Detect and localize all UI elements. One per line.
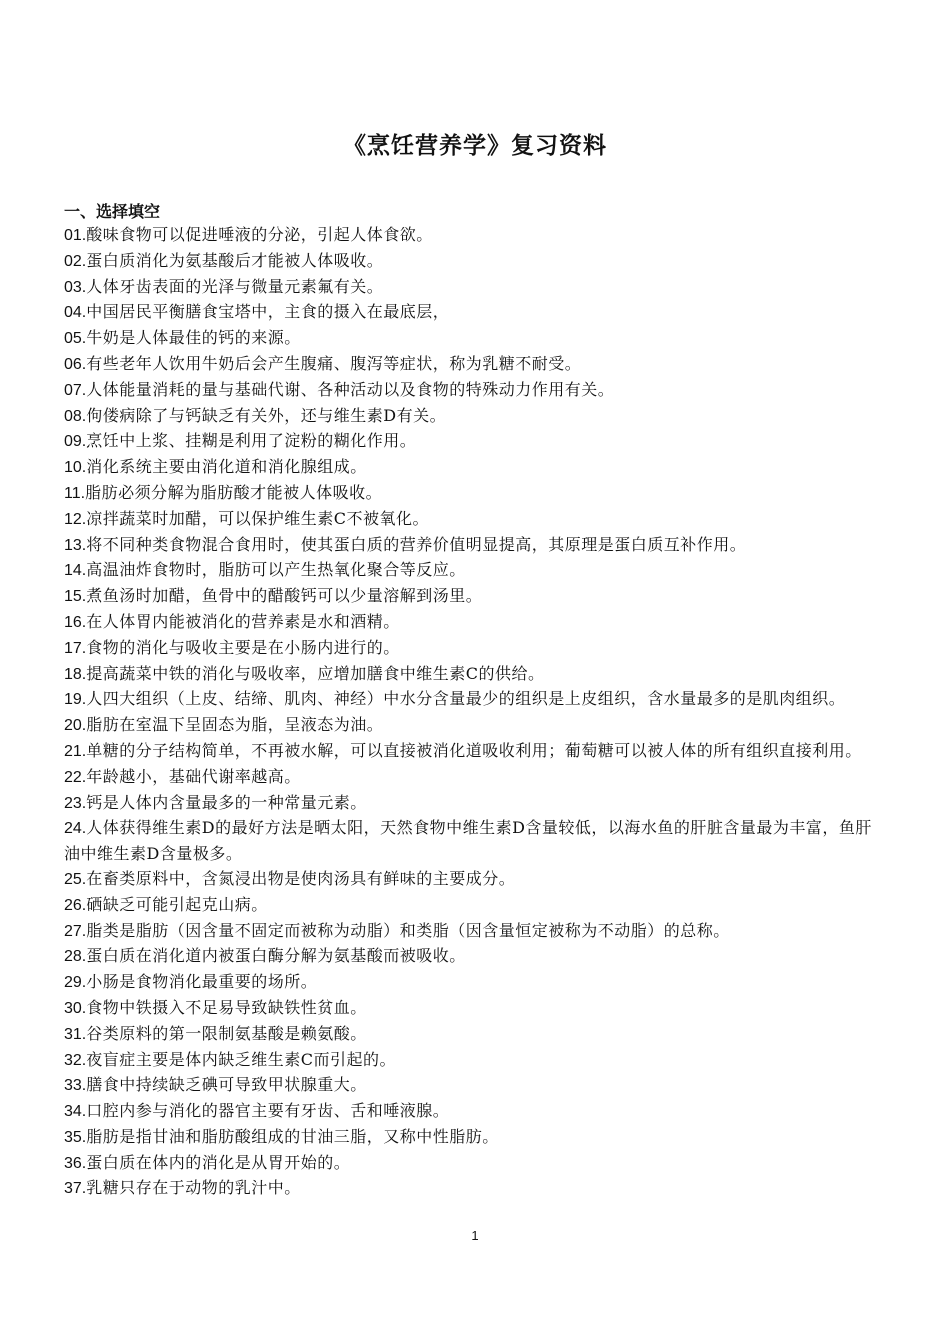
- item-text: 人体获得维生素D的最好方法是晒太阳，天然食物中维生素D含量较低，以海水鱼的肝脏含量最为丰富，鱼肝油中维生素D含量极多。: [64, 818, 872, 864]
- page-number: 1: [471, 1228, 479, 1243]
- item-text: 脂肪必须分解为脂肪酸才能被人体吸收。: [85, 482, 383, 502]
- list-item: [64, 1073, 884, 1099]
- item-number: 04.: [64, 304, 87, 322]
- item-number: 11.: [64, 484, 86, 502]
- item-number: 33.: [64, 1077, 87, 1095]
- item-number: 09.: [64, 433, 87, 451]
- list-item: [64, 662, 884, 688]
- item-text: 烹饪中上浆、挂糊是利用了淀粉的糊化作用。: [86, 431, 417, 451]
- item-number: 05.: [64, 330, 87, 348]
- list-item: [64, 352, 884, 378]
- item-number: 31.: [64, 1025, 87, 1043]
- item-text: 在畜类原料中，含氮浸出物是使肉汤具有鲜味的主要成分。: [86, 868, 516, 888]
- item-text: 人四大组织（上皮、结缔、肌肉、神经）中水分含量最少的组织是上皮组织，含水量最多的是肌肉组织。: [86, 689, 846, 709]
- list-item: [64, 713, 884, 739]
- item-text: 食物中铁摄入不足易导致缺铁性贫血。: [86, 997, 367, 1017]
- item-number: 16.: [64, 613, 87, 631]
- list-item: [64, 404, 884, 430]
- item-text: 膳食中持续缺乏碘可导致甲状腺重大。: [86, 1075, 367, 1095]
- item-number: 37.: [64, 1180, 87, 1198]
- item-number: 14.: [64, 562, 87, 580]
- item-number: 13.: [64, 536, 87, 554]
- list-item: [64, 1099, 884, 1125]
- item-text: 有些老年人饮用牛奶后会产生腹痛、腹泻等症状，称为乳糖不耐受。: [86, 353, 582, 373]
- item-text: 凉拌蔬菜时加醋，可以保护维生素C不被氧化。: [86, 508, 429, 528]
- item-number: 30.: [64, 999, 87, 1017]
- item-text: 硒缺乏可能引起克山病。: [86, 894, 268, 914]
- item-number: 28.: [64, 948, 87, 966]
- item-text: 佝偻病除了与钙缺乏有关外，还与维生素D有关。: [86, 405, 447, 425]
- item-text: 钙是人体内含量最多的一种常量元素。: [86, 792, 367, 812]
- item-text: 年龄越小，基础代谢率越高。: [86, 766, 301, 786]
- list-item: [64, 867, 884, 893]
- list-item: [64, 893, 884, 919]
- list-item: [64, 944, 884, 970]
- item-text: 小肠是食物消化最重要的场所。: [86, 972, 318, 992]
- item-number: 10.: [64, 459, 87, 477]
- item-number: 23.: [64, 794, 87, 812]
- item-text: 中国居民平衡膳食宝塔中，主食的摄入在最底层，: [86, 302, 450, 322]
- page-title: 《烹饪营养学》复习资料: [343, 132, 607, 159]
- list-item: [64, 970, 884, 996]
- item-text: 人体牙齿表面的光泽与微量元素氟有关。: [86, 276, 384, 296]
- list-item: [64, 996, 884, 1022]
- list-item: [64, 223, 884, 249]
- question-list: [64, 223, 884, 1202]
- item-text: 牛奶是人体最佳的钙的来源。: [86, 328, 301, 348]
- item-number: 36.: [64, 1154, 87, 1172]
- item-text: 酸味食物可以促进唾液的分泌，引起人体食欲。: [86, 225, 433, 244]
- item-text: 高温油炸食物时，脂肪可以产生热氧化聚合等反应。: [86, 560, 466, 580]
- item-number: 06.: [64, 355, 87, 373]
- list-item: [64, 300, 884, 326]
- item-number: 15.: [64, 588, 87, 606]
- list-item: [64, 1151, 884, 1177]
- item-text: 谷类原料的第一限制氨基酸是赖氨酸。: [86, 1023, 367, 1043]
- item-number: 03.: [64, 278, 87, 296]
- list-item: [64, 1048, 884, 1074]
- item-text: 蛋白质消化为氨基酸后才能被人体吸收。: [86, 250, 384, 270]
- list-item: [64, 636, 884, 662]
- list-item: [64, 1176, 884, 1202]
- item-number: 01.: [64, 227, 87, 244]
- list-item: [64, 584, 884, 610]
- list-item: [64, 610, 884, 636]
- item-number: 21.: [64, 742, 87, 760]
- item-number: 19.: [64, 691, 87, 709]
- item-number: 27.: [64, 922, 87, 940]
- list-item: [64, 533, 884, 559]
- item-number: 35.: [64, 1128, 87, 1146]
- section-heading: 一、选择填空: [64, 202, 161, 221]
- item-number: 32.: [64, 1051, 87, 1069]
- list-item: [64, 739, 884, 765]
- item-number: 24.: [64, 820, 87, 838]
- item-text: 夜盲症主要是体内缺乏维生素C而引起的。: [86, 1049, 396, 1069]
- item-text: 乳糖只存在于动物的乳汁中。: [86, 1178, 301, 1198]
- item-text: 蛋白质在体内的消化是从胃开始的。: [86, 1152, 351, 1172]
- item-text: 人体能量消耗的量与基础代谢、各种活动以及食物的特殊动力作用有关。: [86, 379, 615, 399]
- item-number: 29.: [64, 974, 87, 992]
- item-number: 25.: [64, 870, 87, 888]
- item-number: 18.: [64, 665, 87, 683]
- item-text: 脂肪是指甘油和脂肪酸组成的甘油三脂，又称中性脂肪。: [86, 1126, 499, 1146]
- list-item: [64, 429, 884, 455]
- item-number: 08.: [64, 407, 87, 425]
- item-text: 口腔内参与消化的器官主要有牙齿、舌和唾液腺。: [86, 1101, 450, 1121]
- list-item: [64, 816, 884, 867]
- item-number: 07.: [64, 381, 87, 399]
- list-item: [64, 455, 884, 481]
- list-item: [64, 326, 884, 352]
- item-text: 煮鱼汤时加醋，鱼骨中的醋酸钙可以少量溶解到汤里。: [86, 586, 483, 606]
- item-text: 蛋白质在消化道内被蛋白酶分解为氨基酸而被吸收。: [86, 946, 466, 966]
- item-text: 提高蔬菜中铁的消化与吸收率，应增加膳食中维生素C的供给。: [86, 663, 545, 683]
- item-text: 脂肪在室温下呈固态为脂，呈液态为油。: [86, 715, 384, 735]
- item-text: 脂类是脂肪（因含量不固定而被称为动脂）和类脂（因含量恒定被称为不动脂）的总称。: [86, 920, 730, 940]
- item-number: 02.: [64, 252, 87, 270]
- item-text: 在人体胃内能被消化的营养素是水和酒精。: [86, 611, 400, 631]
- list-item: [64, 919, 884, 945]
- item-number: 12.: [64, 510, 87, 528]
- list-item: [64, 687, 884, 713]
- item-number: 34.: [64, 1103, 87, 1121]
- item-number: 20.: [64, 717, 87, 735]
- item-number: 22.: [64, 768, 87, 786]
- list-item: [64, 791, 884, 817]
- list-item: [64, 275, 884, 301]
- item-text: 单糖的分子结构简单，不再被水解，可以直接被消化道吸收利用；葡萄糖可以被人体的所有组织直接利用。: [86, 740, 862, 760]
- list-item: [64, 507, 884, 533]
- list-item: [64, 249, 884, 275]
- list-item: [64, 378, 884, 404]
- list-item: [64, 765, 884, 791]
- item-number: 17.: [64, 639, 87, 657]
- list-item: [64, 1125, 884, 1151]
- item-text: 将不同种类食物混合食用时，使其蛋白质的营养价值明显提高，其原理是蛋白质互补作用。: [86, 534, 747, 554]
- item-text: 食物的消化与吸收主要是在小肠内进行的。: [86, 637, 400, 657]
- list-item: [64, 1022, 884, 1048]
- item-number: 26.: [64, 896, 87, 914]
- list-item: [64, 558, 884, 584]
- item-text: 消化系统主要由消化道和消化腺组成。: [86, 457, 367, 477]
- list-item: [64, 481, 884, 507]
